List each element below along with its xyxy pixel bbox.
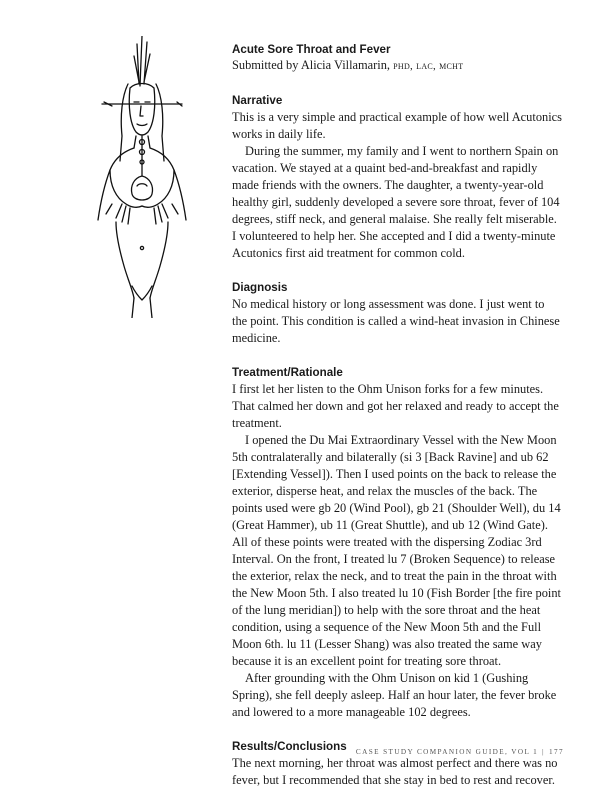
section-diagnosis [232,279,562,347]
page-footer [356,748,564,756]
narrative-paragraph-1: This is a very simple and practical example of how well Acutonics works in daily life. [232,110,562,141]
results-paragraph-1: The next morning, her throat was almost perfect and there was no fever, but I recommended that she stay in bed to rest and recover. [232,756,558,787]
diagnosis-paragraph-1: No medical history or long assessment was done. I just went to the point. This condition is called a wind-heat invasion in Chinese medicine. [232,297,560,345]
section-results [232,738,562,789]
narrative-paragraph-2: During the summer, my family and I went to northern Spain on vacation. We stayed at a quaint bed-and-breakfast and rapidly made friends with the owners. The daughter, a twenty-year-old healthy girl, suddenly developed a severe sore throat, fever of 104 degrees, stiff neck, and general malaise. She really felt miserable. I volunteered to help her. She accepted and I did a twenty-minute Acutonics first aid treatment for common cold. [232,144,560,260]
treatment-paragraph-3: After grounding with the Ohm Unison on kid 1 (Gushing Spring), she fell deeply asleep. Half an hour later, the fever broke and lowered to a more manageable 102 degrees. [232,671,557,719]
running-title: CASE STUDY COMPANION GUIDE, VOL 1 [355,748,539,756]
page-number: 177 [549,748,564,756]
heading-results: Results/Conclusions [232,740,347,753]
heading-narrative: Narrative [232,94,283,107]
heading-treatment: Treatment/Rationale [232,366,343,379]
figure-illustration [82,36,202,318]
footer-separator: | [542,748,546,756]
article-title: Acute Sore Throat and Fever [232,43,391,56]
byline-author: Submitted by Alicia Villamarin, [232,58,394,72]
section-treatment [232,364,562,721]
section-narrative [232,92,562,262]
article-byline [232,57,562,75]
heading-diagnosis: Diagnosis [232,281,288,294]
byline-credentials: phd, lac, mcht [393,60,464,72]
treatment-paragraph-2: I opened the Du Mai Extraordinary Vessel with the New Moon 5th contralaterally and bilaterally (si 3 [Back Ravine] and ub 62 [Extending Vessel]). Then I used points on the back to release the exterior, disperse heat, and relax the muscles of the back. The points used were gb 20 (Wind Pool), gb 21 (Shoulder Well), du 14 (Great Hammer), ub 11 (Great Shuttle), and ub 12 (Wind Gate). All of these points were treated with the dispersing Zodiac 3rd Interval. On the front, I treated lu 7 (Broken Sequence) to release the exterior, relax the neck, and to treat the pain in the throat with the New Moon 5th. I also treated lu 10 (Fish Border [the fire point of the lung meridian]) to help with the sore throat and the heat condition, using a sequence of the New Moon 5th and the Full Moon 6th. lu 11 (Lesser Shang) was also treated the same way because it is an excellent point for treating sore throat. [232,433,561,668]
treatment-paragraph-1: I first let her listen to the Ohm Unison forks for a few minutes. That calmed her down and got her relaxed and ready to accept the treatment. [232,382,559,430]
article-body [232,42,562,806]
